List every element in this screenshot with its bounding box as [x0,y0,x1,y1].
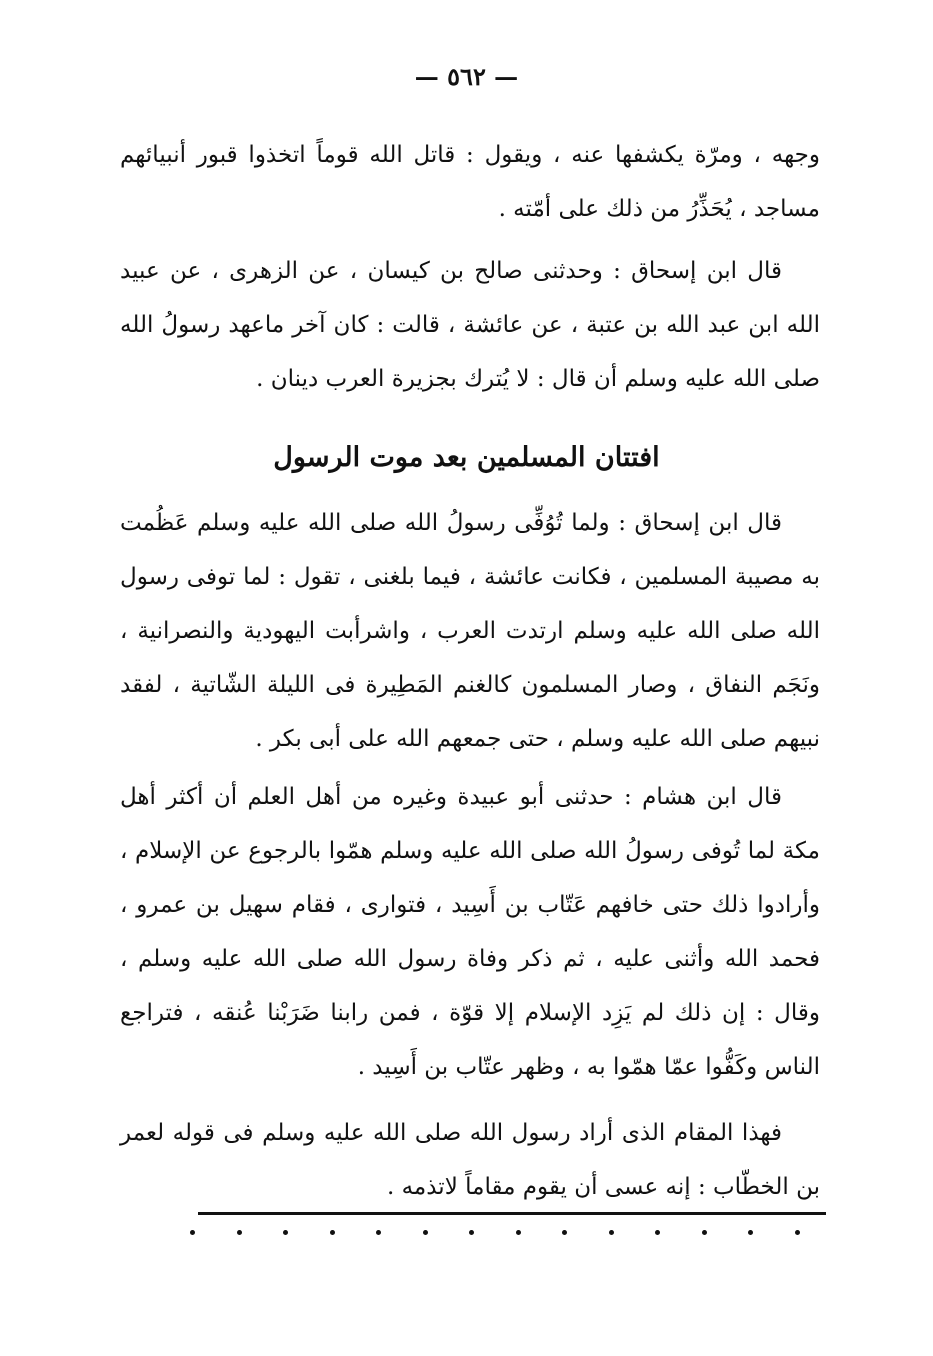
footer-rule [198,1212,826,1215]
page-number: — ٥٦٢ — [414,62,519,91]
paragraph-5: فهذا المقام الذى أراد رسول الله صلى الله عليه وسلم فى قوله لعمر بن الخطّاب : إنه عسى أن يقوم مقاماً لاتذمه . [120,1120,820,1200]
section-heading: افتتان المسلمين بعد موت الرسول [273,442,660,473]
footer-dot [469,1230,474,1235]
footer-dot [655,1230,660,1235]
footer-dot [190,1230,195,1235]
paragraph-1: وجهه ، ومرّة يكشفها عنه ، ويقول : قاتل الله قوماً اتخذوا قبور أنبيائهم مساجد ، يُحَذِّرُ من ذلك على أمّته . [120,142,820,222]
footer-dot [795,1230,800,1235]
footer-dot [516,1230,521,1235]
paragraph-3: قال ابن إسحاق : ولما تُوُفِّى رسولُ الله صلى الله عليه وسلم عَظُمت به مصيبة المسلمين ، فكانت عائشة ، فيما بلغنى ، تقول : لما توفى رسول الله صلى الله عليه وسلم ارتدت العرب ، واشرأبت اليهودية والنصرانية ، ونَجَم النفاق ، وصار المسلمون كالغنم المَطِيرة فى الليلة الشّاتية ، لفقد نبيهم صلى الله عليه وسلم ، حتى جمعهم الله على أبى بكر . [120,510,820,752]
paragraph-4: قال ابن هشام : حدثنى أبو عبيدة وغيره من أهل العلم أن أكثر أهل مكة لما تُوفى رسولُ الله صلى الله عليه وسلم همّوا بالرجوع عن الإسلام ، وأرادوا ذلك حتى خافهم عَتّاب بن أَسِيد ، فتوارى ، فقام سهيل بن عمرو ، فحمد الله وأثنى عليه ، ثم ذكر وفاة رسول الله صلى الله عليه وسلم ، وقال : إن ذلك لم يَزِد الإسلام إلا قوّة ، فمن رابنا ضَرَبْنا عُنقه ، فتراجع الناس وكَفُّوا عمّا همّوا به ، وظهر عتّاب بن أَسِيد . [120,784,820,1080]
footer-dot [376,1230,381,1235]
footer-dot [423,1230,428,1235]
footer-dot [609,1230,614,1235]
footer-dot [702,1230,707,1235]
footer-dot [748,1230,753,1235]
footer-dot [330,1230,335,1235]
footer-dots [190,1230,800,1235]
footer-dot [283,1230,288,1235]
footer-dot [562,1230,567,1235]
paragraph-2: قال ابن إسحاق : وحدثنى صالح بن كيسان ، عن الزهرى ، عن عبيد الله ابن عبد الله بن عتبة ، عن عائشة ، قالت : كان آخر ماعهد رسولُ الله صلى الله عليه وسلم أن قال : لا يُترك بجزيرة العرب دينان . [120,258,820,392]
footer-dot [237,1230,242,1235]
